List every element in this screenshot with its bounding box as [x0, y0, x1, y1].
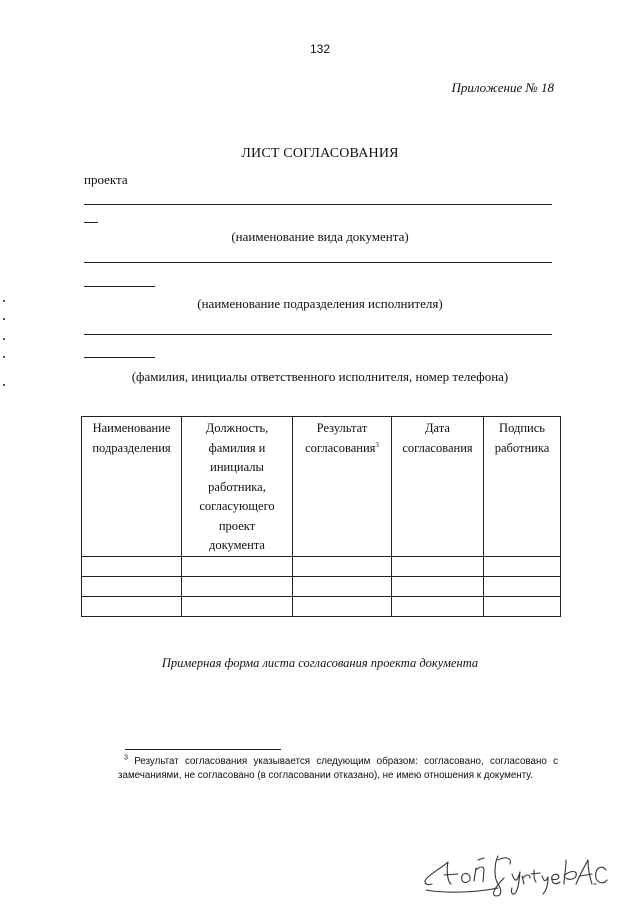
- approval-table: [81, 416, 561, 617]
- department-line-short: [84, 357, 155, 358]
- header-department: Наименование подразделения: [82, 417, 182, 557]
- document-title: ЛИСТ СОГЛАСОВАНИЯ: [241, 146, 399, 161]
- table-cell: [82, 596, 182, 616]
- handwritten-signature: [418, 840, 608, 903]
- doc-type-line: [84, 262, 552, 263]
- project-name-line-short: [84, 222, 98, 223]
- table-cell: [82, 556, 182, 576]
- table-cell: [293, 556, 392, 576]
- table-cell: [392, 596, 484, 616]
- project-label: проекта: [84, 172, 128, 187]
- footnote-text: Результат согласования указывается следующим образом: согласовано, согласовано с замечаниями, не согласовано (в согласовании отказано), не имею отношения к документу.: [118, 756, 558, 781]
- table-cell: [182, 596, 293, 616]
- page-number: 132: [309, 42, 331, 56]
- department-caption: (наименование подразделения исполнителя): [197, 296, 443, 311]
- header-result: Результат согласования$^3$: [293, 417, 392, 557]
- table-cell: [182, 556, 293, 576]
- responsible-caption: (фамилия, инициалы ответственного исполнителя, номер телефона): [131, 369, 509, 384]
- table-row: [82, 596, 561, 616]
- doc-type-caption: (наименование вида документа): [231, 229, 409, 244]
- margin-mark: [3, 318, 5, 320]
- margin-mark: [3, 356, 5, 358]
- table-cell: [392, 556, 484, 576]
- table-cell: [293, 596, 392, 616]
- form-caption: Примерная форма листа согласования проекта документа: [161, 656, 479, 670]
- footnote: [118, 755, 558, 783]
- table-header-row: [82, 417, 561, 557]
- margin-mark: [3, 338, 5, 340]
- table-cell: [182, 576, 293, 596]
- table-cell: [392, 576, 484, 596]
- table-cell: [293, 576, 392, 596]
- appendix-label: Приложение № 18: [451, 80, 554, 95]
- header-position-name: Должность, фамилия и инициалы работника, согласующего проект документа: [182, 417, 293, 557]
- margin-mark: [3, 384, 5, 386]
- table-cell: [484, 576, 561, 596]
- doc-type-line-short: [84, 286, 155, 287]
- header-signature: Подпись работника: [484, 417, 561, 557]
- table-row: [82, 576, 561, 596]
- footnote-mark: 3: [124, 754, 128, 762]
- table-cell: [484, 556, 561, 576]
- margin-mark: [3, 300, 5, 302]
- header-date: Дата согласования: [392, 417, 484, 557]
- table-cell: [82, 576, 182, 596]
- project-name-line: [84, 204, 552, 205]
- footnote-divider: [125, 749, 281, 750]
- department-line: [84, 334, 552, 335]
- table-cell: [484, 596, 561, 616]
- table-row: [82, 556, 561, 576]
- footnote-reference: 3: [375, 440, 379, 449]
